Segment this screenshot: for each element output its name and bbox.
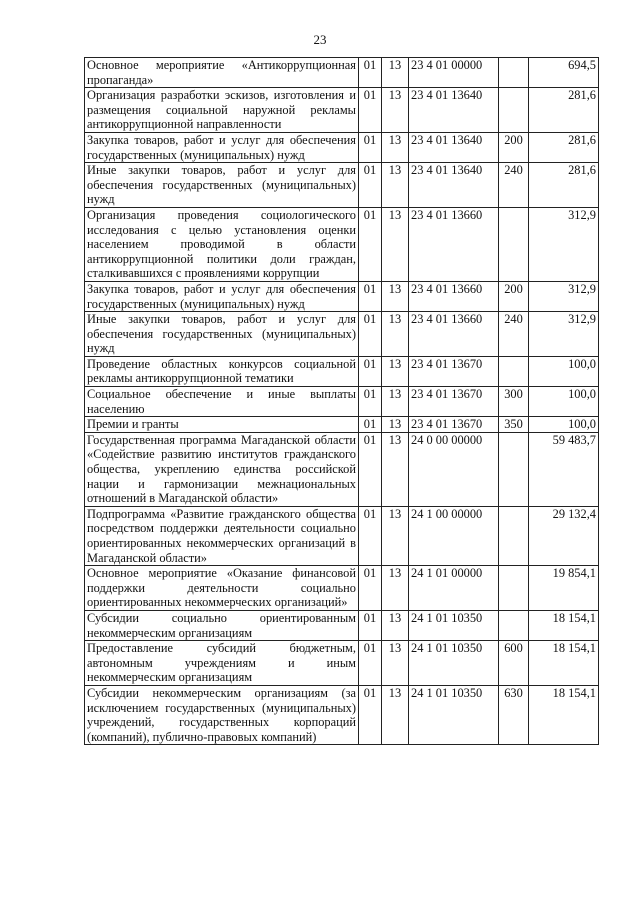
row-sum: 312,9 [529, 207, 599, 281]
row-target-article: 23 4 01 13640 [409, 163, 499, 208]
row-subsection-code: 13 [382, 207, 409, 281]
table-row [85, 685, 599, 744]
table-row [85, 312, 599, 357]
row-sum: 281,6 [529, 88, 599, 133]
row-target-article: 24 0 00 00000 [409, 432, 499, 506]
table-row [85, 387, 599, 417]
row-name: Закупка товаров, работ и услуг для обеспечения государственных (муниципальных) нужд [85, 281, 359, 311]
row-section-code: 01 [359, 132, 382, 162]
row-subsection-code: 13 [382, 281, 409, 311]
row-name: Организация разработки эскизов, изготовления и размещения социальной наружной рекламы антикоррупционной направленности [85, 88, 359, 133]
row-expense-type: 350 [499, 417, 529, 433]
row-expense-type: 240 [499, 312, 529, 357]
row-subsection-code: 13 [382, 58, 409, 88]
row-sum: 59 483,7 [529, 432, 599, 506]
row-expense-type: 200 [499, 281, 529, 311]
row-target-article: 24 1 01 10350 [409, 641, 499, 686]
table-row [85, 356, 599, 386]
row-section-code: 01 [359, 685, 382, 744]
table-row [85, 88, 599, 133]
row-subsection-code: 13 [382, 641, 409, 686]
row-sum: 312,9 [529, 281, 599, 311]
row-target-article: 24 1 01 10350 [409, 685, 499, 744]
row-name: Проведение областных конкурсов социальной рекламы антикоррупционной тематики [85, 356, 359, 386]
table-row [85, 566, 599, 611]
row-section-code: 01 [359, 281, 382, 311]
row-sum: 29 132,4 [529, 506, 599, 565]
row-expense-type: 200 [499, 132, 529, 162]
table-row [85, 610, 599, 640]
row-section-code: 01 [359, 610, 382, 640]
row-section-code: 01 [359, 207, 382, 281]
row-expense-type [499, 58, 529, 88]
row-subsection-code: 13 [382, 356, 409, 386]
table-row [85, 207, 599, 281]
row-sum: 694,5 [529, 58, 599, 88]
row-section-code: 01 [359, 58, 382, 88]
row-section-code: 01 [359, 506, 382, 565]
table-row [85, 417, 599, 433]
row-subsection-code: 13 [382, 163, 409, 208]
row-subsection-code: 13 [382, 417, 409, 433]
row-name: Субсидии социально ориентированным некоммерческим организациям [85, 610, 359, 640]
row-subsection-code: 13 [382, 506, 409, 565]
row-sum: 19 854,1 [529, 566, 599, 611]
table-row [85, 58, 599, 88]
row-name: Основное мероприятие «Антикоррупционная пропаганда» [85, 58, 359, 88]
row-target-article: 23 4 01 13660 [409, 207, 499, 281]
row-expense-type [499, 506, 529, 565]
row-expense-type: 630 [499, 685, 529, 744]
row-expense-type [499, 207, 529, 281]
row-sum: 18 154,1 [529, 641, 599, 686]
row-name: Премии и гранты [85, 417, 359, 433]
row-expense-type [499, 88, 529, 133]
page-number: 23 [313, 32, 327, 47]
row-target-article: 23 4 01 13640 [409, 132, 499, 162]
table-row [85, 641, 599, 686]
row-section-code: 01 [359, 163, 382, 208]
row-section-code: 01 [359, 88, 382, 133]
row-section-code: 01 [359, 387, 382, 417]
row-subsection-code: 13 [382, 88, 409, 133]
row-name: Закупка товаров, работ и услуг для обеспечения государственных (муниципальных) нужд [85, 132, 359, 162]
row-name: Основное мероприятие «Оказание финансовой поддержки деятельности социально ориентированных некоммерческих организаций» [85, 566, 359, 611]
row-subsection-code: 13 [382, 132, 409, 162]
row-section-code: 01 [359, 356, 382, 386]
row-subsection-code: 13 [382, 432, 409, 506]
row-section-code: 01 [359, 641, 382, 686]
row-subsection-code: 13 [382, 685, 409, 744]
row-section-code: 01 [359, 566, 382, 611]
row-subsection-code: 13 [382, 387, 409, 417]
table-row [85, 281, 599, 311]
budget-table [84, 57, 599, 745]
table-row [85, 506, 599, 565]
table-row [85, 163, 599, 208]
table-row [85, 432, 599, 506]
row-target-article: 23 4 01 13670 [409, 387, 499, 417]
row-subsection-code: 13 [382, 312, 409, 357]
row-target-article: 24 1 01 10350 [409, 610, 499, 640]
row-expense-type: 300 [499, 387, 529, 417]
row-expense-type: 240 [499, 163, 529, 208]
row-name: Предоставление субсидий бюджетным, автономным учреждениям и иным некоммерческим организациям [85, 641, 359, 686]
row-sum: 18 154,1 [529, 610, 599, 640]
row-expense-type [499, 356, 529, 386]
row-expense-type [499, 432, 529, 506]
row-sum: 100,0 [529, 387, 599, 417]
row-subsection-code: 13 [382, 566, 409, 611]
row-section-code: 01 [359, 432, 382, 506]
row-name: Государственная программа Магаданской области «Содействие развитию институтов гражданского общества, укреплению единства российской нации и гармонизации межнациональных отношений в Магаданской области» [85, 432, 359, 506]
row-section-code: 01 [359, 417, 382, 433]
row-sum: 281,6 [529, 132, 599, 162]
row-target-article: 23 4 01 13670 [409, 417, 499, 433]
row-sum: 100,0 [529, 417, 599, 433]
row-expense-type [499, 610, 529, 640]
budget-table-body [85, 58, 599, 745]
row-section-code: 01 [359, 312, 382, 357]
row-target-article: 23 4 01 13670 [409, 356, 499, 386]
row-target-article: 23 4 01 13660 [409, 281, 499, 311]
row-target-article: 24 1 00 00000 [409, 506, 499, 565]
row-name: Организация проведения социологического исследования с целью установления оценки населением проводимой в области антикоррупционной политики доли граждан, сталкивавшихся с проявлениями коррупции [85, 207, 359, 281]
row-sum: 100,0 [529, 356, 599, 386]
row-name: Иные закупки товаров, работ и услуг для обеспечения государственных (муниципальных) нужд [85, 312, 359, 357]
row-target-article: 24 1 01 00000 [409, 566, 499, 611]
row-name: Подпрограмма «Развитие гражданского общества посредством поддержки деятельности социально ориентированных некоммерческих организаций в Магаданской области» [85, 506, 359, 565]
row-sum: 281,6 [529, 163, 599, 208]
table-row [85, 132, 599, 162]
row-sum: 312,9 [529, 312, 599, 357]
row-target-article: 23 4 01 13640 [409, 88, 499, 133]
row-target-article: 23 4 01 13660 [409, 312, 499, 357]
row-name: Социальное обеспечение и иные выплаты населению [85, 387, 359, 417]
row-subsection-code: 13 [382, 610, 409, 640]
row-name: Иные закупки товаров, работ и услуг для обеспечения государственных (муниципальных) нужд [85, 163, 359, 208]
row-expense-type [499, 566, 529, 611]
row-expense-type: 600 [499, 641, 529, 686]
row-sum: 18 154,1 [529, 685, 599, 744]
row-target-article: 23 4 01 00000 [409, 58, 499, 88]
row-name: Субсидии некоммерческим организациям (за исключением государственных (муниципальных) учреждений, государственных корпораций (компаний), публично-правовых компаний) [85, 685, 359, 744]
